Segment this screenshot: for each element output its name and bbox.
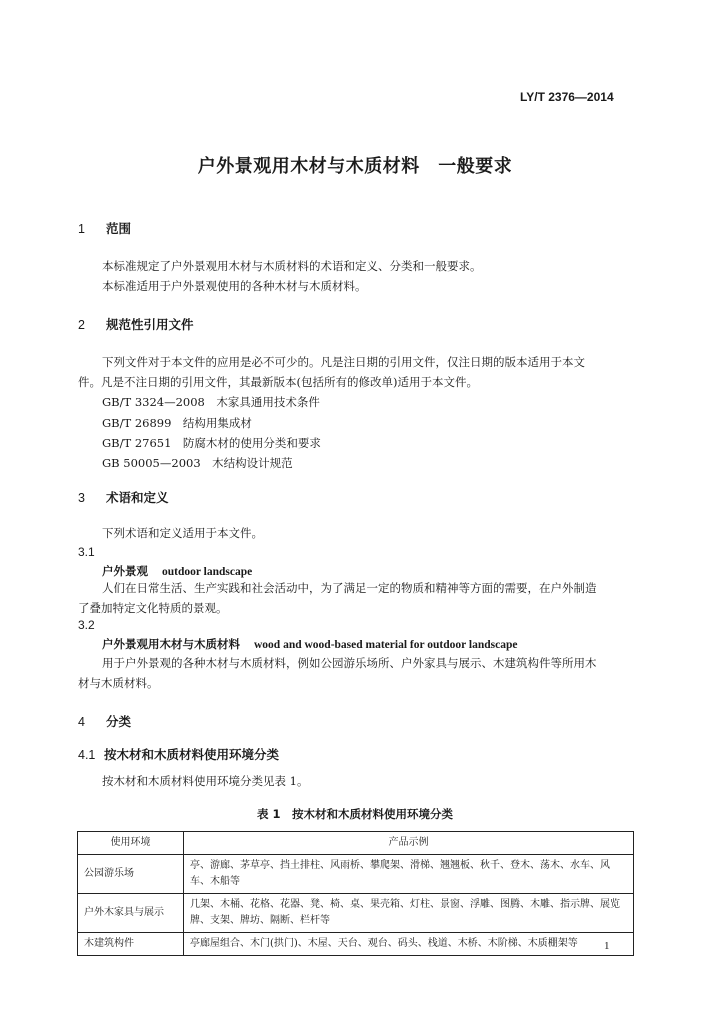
table-caption: 表 1 按木材和木质材料使用环境分类 xyxy=(256,807,453,821)
paragraph: 按木材和木质材料使用环境分类见表 1。 xyxy=(102,774,309,788)
section-title: 规范性引用文件 xyxy=(106,317,194,332)
section-number: 4 xyxy=(78,715,85,729)
cell-examples: 几架、木桶、花格、花器、凳、椅、桌、果壳箱、灯柱、景窗、浮雕、图腾、木雕、指示牌、展览牌、支架、牌坊、隔断、栏杆等 xyxy=(184,894,634,933)
table-row xyxy=(78,894,634,933)
section-title: 术语和定义 xyxy=(106,490,169,505)
table-header-row xyxy=(78,832,634,855)
paragraph: 下列术语和定义适用于本文件。 xyxy=(102,526,263,540)
paragraph: 人们在日常生活、生产实践和社会活动中，为了满足一定的物质和精神等方面的需要，在户外制造 xyxy=(102,581,597,595)
table-row xyxy=(78,933,634,956)
paragraph: 本标准适用于户外景观使用的各种木材与木质材料。 xyxy=(102,279,367,293)
section-number: 3 xyxy=(78,491,85,505)
cell-environment: 木建筑构件 xyxy=(78,933,184,956)
subsection-number: 4.1 xyxy=(78,748,96,762)
reference-item: GB/T 27651 防腐木材的使用分类和要求 xyxy=(102,436,321,450)
reference-item: GB/T 3324—2008 木家具通用技术条件 xyxy=(102,395,320,409)
section-number: 1 xyxy=(78,222,85,236)
page-number: 1 xyxy=(604,940,610,952)
paragraph: 用于户外景观的各种木材与木质材料，例如公园游乐场所、户外家具与展示、木建筑构件等所用木 xyxy=(102,656,597,670)
cell-examples: 亭廊屋组合、木门(拱门)、木屋、天台、观台、码头、栈道、木桥、木阶梯、木质棚架等 xyxy=(184,933,634,956)
document-title: 户外景观用木材与木质材料 一般要求 xyxy=(197,156,513,177)
column-header-environment: 使用环境 xyxy=(78,832,184,855)
column-header-examples: 产品示例 xyxy=(184,832,634,855)
term-zh: 户外景观 xyxy=(102,564,148,578)
classification-table xyxy=(77,831,634,956)
term-number: 3.1 xyxy=(78,545,95,559)
cell-examples: 亭、游廊、茅草亭、挡土排柱、风雨桥、攀爬架、滑梯、翘翘板、秋千、登木、荡木、水车、风车、木船等 xyxy=(184,855,634,894)
cell-environment: 户外木家具与展示 xyxy=(78,894,184,933)
term-heading xyxy=(102,636,517,652)
section-number: 2 xyxy=(78,318,85,332)
section-2-heading xyxy=(78,315,194,333)
paragraph: 下列文件对于本文件的应用是必不可少的。凡是注日期的引用文件，仅注日期的版本适用于本文 xyxy=(102,355,585,369)
term-en: outdoor landscape xyxy=(162,566,253,578)
section-title: 范围 xyxy=(106,221,132,236)
subsection-4-1-heading xyxy=(78,745,279,763)
section-3-heading xyxy=(78,488,169,506)
term-en: wood and wood-based material for outdoor landscape xyxy=(254,639,518,651)
reference-item: GB 50005—2003 木结构设计规范 xyxy=(102,456,293,470)
term-number: 3.2 xyxy=(78,618,95,632)
paragraph: 本标准规定了户外景观用木材与木质材料的术语和定义、分类和一般要求。 xyxy=(102,259,482,273)
subsection-title: 按木材和木质材料使用环境分类 xyxy=(104,747,280,762)
reference-item: GB/T 26899 结构用集成材 xyxy=(102,416,252,430)
section-title: 分类 xyxy=(106,714,132,729)
section-4-heading xyxy=(78,712,131,730)
paragraph: 了叠加特定文化特质的景观。 xyxy=(78,601,228,615)
term-heading xyxy=(102,563,252,579)
paragraph: 材与木质材料。 xyxy=(78,676,159,690)
term-zh: 户外景观用木材与木质材料 xyxy=(102,637,240,651)
paragraph: 件。凡是不注日期的引用文件，其最新版本(包括所有的修改单)适用于本文件。 xyxy=(78,375,478,389)
cell-environment: 公园游乐场 xyxy=(78,855,184,894)
section-1-heading xyxy=(78,219,131,237)
standard-code: LY/T 2376—2014 xyxy=(520,90,614,104)
table-row xyxy=(78,855,634,894)
